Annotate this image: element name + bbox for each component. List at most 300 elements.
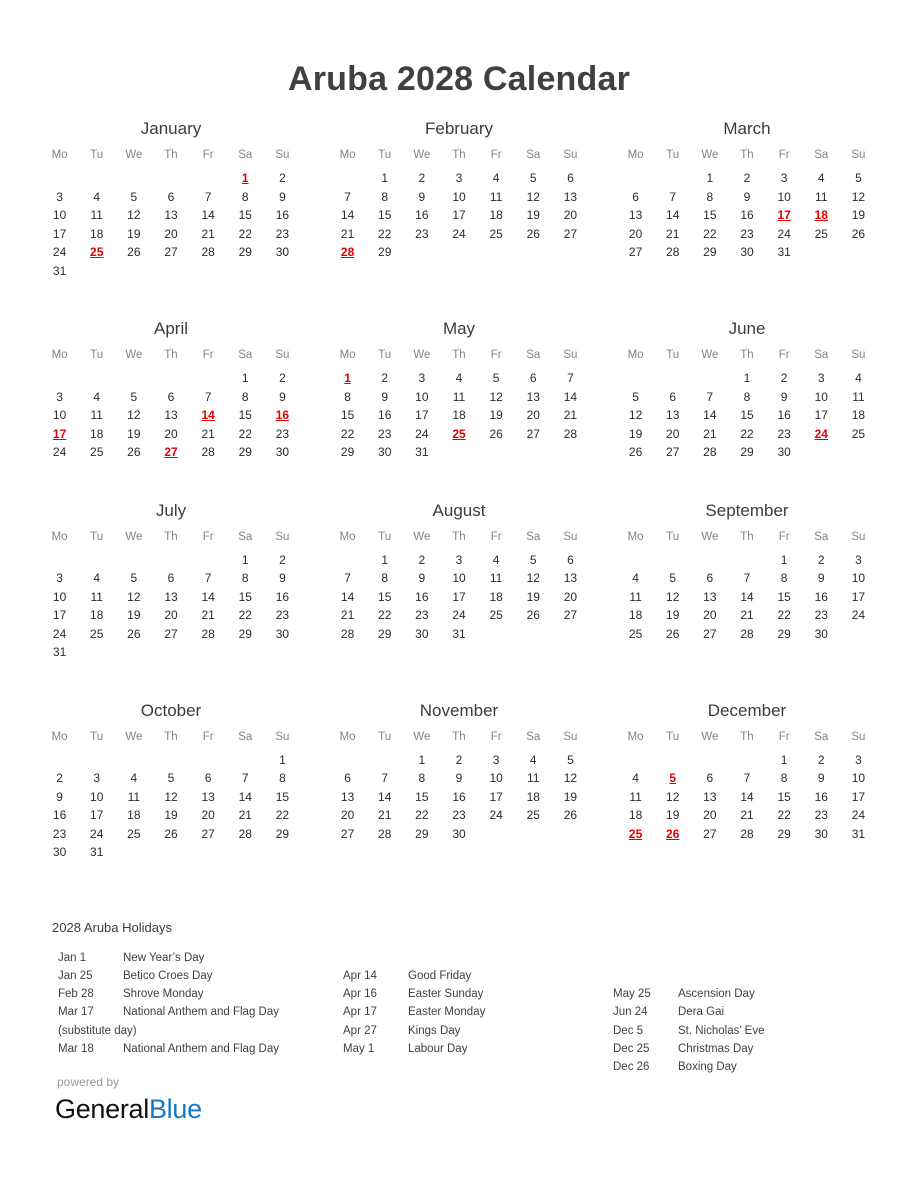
day-cell[interactable]: 23 — [275, 426, 290, 441]
day-cell[interactable]: 19 — [489, 408, 503, 423]
day-cell[interactable]: 27 — [340, 826, 355, 841]
day-cell[interactable]: 18 — [526, 789, 540, 804]
day-cell[interactable]: 4 — [492, 171, 500, 186]
day-cell[interactable]: 18 — [489, 208, 503, 223]
day-cell[interactable]: 27 — [164, 245, 178, 260]
day-cell[interactable]: 25 — [489, 608, 503, 623]
day-cell[interactable]: 5 — [529, 552, 537, 567]
day-cell[interactable]: 12 — [164, 789, 178, 804]
day-cell[interactable]: 24 — [52, 245, 67, 260]
day-cell-holiday[interactable]: 28 — [340, 245, 355, 260]
day-cell[interactable]: 14 — [201, 208, 215, 223]
day-cell[interactable]: 29 — [740, 445, 754, 460]
day-cell[interactable]: 8 — [780, 771, 788, 786]
day-cell[interactable]: 12 — [666, 589, 680, 604]
day-cell[interactable]: 28 — [378, 826, 392, 841]
day-cell[interactable]: 10 — [90, 789, 104, 804]
day-cell[interactable]: 18 — [452, 408, 466, 423]
day-cell[interactable]: 1 — [241, 552, 249, 567]
day-cell[interactable]: 11 — [629, 589, 642, 604]
day-cell[interactable]: 27 — [703, 626, 717, 641]
day-cell[interactable]: 24 — [851, 808, 866, 823]
day-cell[interactable]: 6 — [204, 771, 212, 786]
day-cell[interactable]: 19 — [127, 426, 141, 441]
day-cell[interactable]: 4 — [455, 371, 463, 386]
day-cell[interactable]: 26 — [526, 226, 540, 241]
day-cell[interactable]: 10 — [777, 189, 791, 204]
day-cell[interactable]: 5 — [632, 389, 639, 404]
day-cell[interactable]: 30 — [52, 845, 67, 860]
day-cell[interactable]: 14 — [563, 389, 578, 404]
day-cell[interactable]: 4 — [93, 571, 101, 586]
day-cell[interactable]: 31 — [415, 445, 429, 460]
day-cell[interactable]: 22 — [238, 426, 252, 441]
day-cell[interactable]: 22 — [777, 608, 791, 623]
day-cell[interactable]: 22 — [415, 808, 429, 823]
day-cell[interactable]: 27 — [628, 245, 643, 260]
day-cell[interactable]: 27 — [164, 626, 178, 641]
day-cell[interactable]: 22 — [238, 608, 252, 623]
day-cell[interactable]: 11 — [629, 789, 642, 804]
day-cell[interactable]: 12 — [127, 589, 141, 604]
day-cell[interactable]: 9 — [817, 571, 825, 586]
day-cell[interactable]: 7 — [706, 389, 714, 404]
day-cell[interactable]: 9 — [780, 389, 788, 404]
day-cell[interactable]: 31 — [452, 626, 466, 641]
day-cell[interactable]: 14 — [378, 789, 392, 804]
day-cell[interactable]: 18 — [489, 589, 503, 604]
day-cell[interactable]: 21 — [740, 608, 754, 623]
day-cell[interactable]: 23 — [777, 426, 791, 441]
day-cell[interactable]: 6 — [529, 371, 537, 386]
day-cell[interactable]: 15 — [415, 789, 429, 804]
day-cell[interactable]: 16 — [777, 408, 791, 423]
day-cell[interactable]: 7 — [344, 571, 351, 586]
day-cell[interactable]: 22 — [378, 608, 392, 623]
day-cell[interactable]: 1 — [279, 752, 286, 767]
day-cell[interactable]: 28 — [201, 626, 215, 641]
day-cell[interactable]: 13 — [563, 571, 578, 586]
day-cell[interactable]: 28 — [238, 826, 252, 841]
day-cell[interactable]: 21 — [703, 426, 717, 441]
day-cell-holiday[interactable]: 17 — [777, 208, 791, 223]
day-cell[interactable]: 8 — [381, 189, 389, 204]
day-cell[interactable]: 25 — [628, 626, 643, 641]
day-cell[interactable]: 20 — [340, 808, 355, 823]
day-cell[interactable]: 6 — [706, 771, 714, 786]
day-cell[interactable]: 3 — [492, 752, 500, 767]
day-cell-holiday[interactable]: 16 — [275, 408, 290, 423]
day-cell[interactable]: 17 — [452, 208, 466, 223]
day-cell[interactable]: 20 — [563, 208, 578, 223]
day-cell[interactable]: 3 — [455, 552, 463, 567]
day-cell[interactable]: 23 — [814, 608, 828, 623]
day-cell[interactable]: 16 — [415, 589, 429, 604]
day-cell[interactable]: 25 — [851, 426, 866, 441]
day-cell[interactable]: 14 — [703, 408, 717, 423]
day-cell[interactable]: 13 — [703, 589, 717, 604]
day-cell[interactable]: 6 — [344, 771, 351, 786]
day-cell[interactable]: 23 — [378, 426, 392, 441]
day-cell[interactable]: 20 — [164, 426, 178, 441]
day-cell[interactable]: 31 — [777, 245, 791, 260]
day-cell[interactable]: 18 — [90, 608, 104, 623]
day-cell[interactable]: 10 — [489, 771, 503, 786]
day-cell[interactable]: 4 — [817, 171, 825, 186]
day-cell[interactable]: 17 — [814, 408, 828, 423]
day-cell[interactable]: 20 — [628, 226, 643, 241]
day-cell[interactable]: 22 — [703, 226, 717, 241]
day-cell[interactable]: 8 — [279, 771, 286, 786]
day-cell[interactable]: 30 — [275, 445, 290, 460]
day-cell[interactable]: 24 — [52, 445, 67, 460]
day-cell[interactable]: 29 — [238, 626, 252, 641]
day-cell[interactable]: 13 — [164, 408, 178, 423]
day-cell[interactable]: 9 — [743, 189, 751, 204]
day-cell[interactable]: 11 — [489, 189, 503, 204]
day-cell[interactable]: 1 — [743, 371, 751, 386]
day-cell[interactable]: 17 — [452, 589, 466, 604]
day-cell[interactable]: 27 — [201, 826, 215, 841]
day-cell-holiday[interactable]: 26 — [666, 826, 680, 841]
day-cell[interactable]: 18 — [628, 808, 643, 823]
day-cell[interactable]: 21 — [740, 808, 754, 823]
day-cell[interactable]: 3 — [855, 552, 862, 567]
day-cell[interactable]: 21 — [563, 408, 578, 423]
day-cell[interactable]: 3 — [855, 752, 862, 767]
day-cell[interactable]: 17 — [52, 226, 67, 241]
day-cell[interactable]: 2 — [418, 552, 426, 567]
day-cell[interactable]: 3 — [817, 371, 825, 386]
day-cell[interactable]: 24 — [452, 608, 466, 623]
day-cell[interactable]: 20 — [703, 808, 717, 823]
day-cell[interactable]: 15 — [777, 589, 791, 604]
day-cell[interactable]: 25 — [489, 226, 503, 241]
day-cell-holiday[interactable]: 17 — [52, 426, 67, 441]
day-cell[interactable]: 27 — [563, 226, 578, 241]
day-cell[interactable]: 5 — [855, 171, 862, 186]
day-cell[interactable]: 20 — [164, 226, 178, 241]
day-cell[interactable]: 13 — [164, 589, 178, 604]
day-cell[interactable]: 7 — [381, 771, 389, 786]
day-cell[interactable]: 30 — [378, 445, 392, 460]
day-cell[interactable]: 6 — [167, 571, 175, 586]
day-cell[interactable]: 17 — [52, 608, 67, 623]
day-cell[interactable]: 14 — [666, 208, 680, 223]
day-cell[interactable]: 12 — [851, 189, 866, 204]
day-cell[interactable]: 5 — [567, 752, 574, 767]
day-cell[interactable]: 14 — [340, 208, 355, 223]
day-cell[interactable]: 9 — [279, 389, 286, 404]
day-cell[interactable]: 29 — [378, 245, 392, 260]
day-cell-holiday[interactable]: 1 — [241, 171, 249, 186]
day-cell[interactable]: 13 — [340, 789, 355, 804]
day-cell[interactable]: 14 — [201, 589, 215, 604]
day-cell[interactable]: 13 — [703, 789, 717, 804]
day-cell[interactable]: 28 — [563, 426, 578, 441]
day-cell[interactable]: 16 — [275, 208, 290, 223]
day-cell[interactable]: 9 — [56, 789, 63, 804]
day-cell[interactable]: 24 — [52, 626, 67, 641]
day-cell[interactable]: 15 — [740, 408, 754, 423]
day-cell[interactable]: 19 — [526, 208, 540, 223]
day-cell[interactable]: 25 — [90, 445, 104, 460]
day-cell[interactable]: 27 — [666, 445, 680, 460]
day-cell[interactable]: 28 — [666, 245, 680, 260]
day-cell[interactable]: 12 — [489, 389, 503, 404]
day-cell[interactable]: 13 — [563, 189, 578, 204]
day-cell[interactable]: 16 — [814, 589, 828, 604]
day-cell[interactable]: 30 — [415, 626, 429, 641]
day-cell[interactable]: 7 — [241, 771, 249, 786]
day-cell[interactable]: 25 — [127, 826, 141, 841]
day-cell[interactable]: 6 — [567, 552, 574, 567]
day-cell[interactable]: 2 — [381, 371, 389, 386]
day-cell[interactable]: 15 — [275, 789, 290, 804]
day-cell[interactable]: 26 — [489, 426, 503, 441]
day-cell[interactable]: 20 — [666, 426, 680, 441]
day-cell[interactable]: 7 — [743, 771, 751, 786]
day-cell[interactable]: 15 — [703, 208, 717, 223]
day-cell[interactable]: 28 — [740, 826, 754, 841]
day-cell[interactable]: 11 — [489, 571, 503, 586]
day-cell[interactable]: 28 — [740, 626, 754, 641]
day-cell[interactable]: 7 — [204, 189, 212, 204]
day-cell[interactable]: 28 — [340, 626, 355, 641]
day-cell[interactable]: 24 — [415, 426, 429, 441]
day-cell[interactable]: 23 — [814, 808, 828, 823]
day-cell[interactable]: 26 — [666, 626, 680, 641]
day-cell[interactable]: 16 — [275, 589, 290, 604]
day-cell-holiday[interactable]: 1 — [344, 371, 351, 386]
day-cell[interactable]: 24 — [452, 226, 466, 241]
day-cell[interactable]: 12 — [127, 208, 141, 223]
day-cell[interactable]: 1 — [780, 552, 788, 567]
day-cell[interactable]: 22 — [340, 426, 355, 441]
day-cell[interactable]: 19 — [628, 426, 643, 441]
day-cell[interactable]: 12 — [127, 408, 141, 423]
day-cell[interactable]: 3 — [780, 171, 788, 186]
day-cell[interactable]: 4 — [93, 389, 101, 404]
day-cell[interactable]: 4 — [632, 771, 639, 786]
day-cell[interactable]: 12 — [526, 189, 540, 204]
day-cell[interactable]: 11 — [815, 189, 828, 204]
day-cell[interactable]: 21 — [201, 426, 215, 441]
day-cell[interactable]: 3 — [56, 189, 63, 204]
day-cell[interactable]: 5 — [669, 571, 677, 586]
day-cell[interactable]: 16 — [415, 208, 429, 223]
day-cell[interactable]: 21 — [238, 808, 252, 823]
day-cell[interactable]: 17 — [489, 789, 503, 804]
day-cell[interactable]: 31 — [52, 645, 67, 660]
day-cell[interactable]: 10 — [851, 571, 866, 586]
day-cell[interactable]: 15 — [378, 208, 392, 223]
day-cell[interactable]: 15 — [238, 589, 252, 604]
day-cell[interactable]: 19 — [666, 608, 680, 623]
day-cell-holiday[interactable]: 18 — [814, 208, 828, 223]
day-cell[interactable]: 5 — [130, 389, 138, 404]
day-cell[interactable]: 4 — [492, 552, 500, 567]
day-cell[interactable]: 24 — [90, 826, 104, 841]
day-cell[interactable]: 2 — [279, 552, 286, 567]
day-cell[interactable]: 22 — [740, 426, 754, 441]
day-cell[interactable]: 23 — [452, 808, 466, 823]
day-cell[interactable]: 9 — [279, 571, 286, 586]
day-cell[interactable]: 22 — [275, 808, 290, 823]
day-cell[interactable]: 23 — [52, 826, 67, 841]
day-cell[interactable]: 12 — [563, 771, 578, 786]
day-cell[interactable]: 24 — [777, 226, 791, 241]
day-cell[interactable]: 21 — [201, 608, 215, 623]
day-cell[interactable]: 15 — [378, 589, 392, 604]
day-cell[interactable]: 19 — [127, 608, 141, 623]
day-cell[interactable]: 8 — [241, 571, 249, 586]
day-cell[interactable]: 30 — [275, 245, 290, 260]
day-cell[interactable]: 26 — [127, 626, 141, 641]
day-cell[interactable]: 11 — [127, 789, 141, 804]
day-cell[interactable]: 26 — [127, 445, 141, 460]
day-cell[interactable]: 6 — [167, 389, 175, 404]
day-cell[interactable]: 19 — [127, 226, 141, 241]
day-cell[interactable]: 29 — [340, 445, 355, 460]
day-cell[interactable]: 1 — [381, 552, 389, 567]
day-cell[interactable]: 16 — [452, 789, 466, 804]
day-cell[interactable]: 20 — [526, 408, 540, 423]
day-cell[interactable]: 23 — [415, 608, 429, 623]
day-cell[interactable]: 19 — [164, 808, 178, 823]
day-cell[interactable]: 8 — [241, 389, 249, 404]
day-cell[interactable]: 17 — [851, 789, 866, 804]
day-cell[interactable]: 5 — [529, 171, 537, 186]
day-cell-holiday[interactable]: 27 — [164, 445, 178, 460]
day-cell[interactable]: 2 — [817, 752, 825, 767]
day-cell[interactable]: 18 — [851, 408, 866, 423]
day-cell[interactable]: 10 — [851, 771, 866, 786]
day-cell[interactable]: 12 — [666, 789, 680, 804]
day-cell[interactable]: 18 — [90, 426, 104, 441]
day-cell[interactable]: 22 — [238, 226, 252, 241]
day-cell[interactable]: 22 — [378, 226, 392, 241]
day-cell[interactable]: 12 — [628, 408, 643, 423]
day-cell-holiday[interactable]: 14 — [201, 408, 215, 423]
day-cell[interactable]: 7 — [669, 189, 677, 204]
day-cell[interactable]: 21 — [378, 808, 392, 823]
day-cell[interactable]: 9 — [279, 189, 286, 204]
day-cell[interactable]: 30 — [275, 626, 290, 641]
day-cell[interactable]: 9 — [455, 771, 463, 786]
day-cell[interactable]: 18 — [90, 226, 104, 241]
day-cell[interactable]: 14 — [740, 789, 754, 804]
day-cell[interactable]: 21 — [201, 226, 215, 241]
day-cell[interactable]: 23 — [275, 608, 290, 623]
day-cell[interactable]: 20 — [563, 589, 578, 604]
day-cell[interactable]: 29 — [238, 245, 252, 260]
day-cell[interactable]: 25 — [526, 808, 540, 823]
day-cell[interactable]: 13 — [164, 208, 178, 223]
day-cell[interactable]: 25 — [90, 626, 104, 641]
day-cell[interactable]: 13 — [201, 789, 215, 804]
day-cell[interactable]: 11 — [527, 771, 540, 786]
day-cell[interactable]: 3 — [56, 389, 63, 404]
day-cell[interactable]: 3 — [455, 171, 463, 186]
day-cell[interactable]: 10 — [52, 408, 67, 423]
day-cell[interactable]: 11 — [90, 208, 103, 223]
day-cell[interactable]: 2 — [279, 371, 286, 386]
day-cell[interactable]: 8 — [344, 389, 351, 404]
day-cell[interactable]: 2 — [780, 371, 788, 386]
day-cell[interactable]: 1 — [381, 171, 389, 186]
day-cell[interactable]: 6 — [632, 189, 639, 204]
day-cell-holiday[interactable]: 25 — [90, 245, 104, 260]
day-cell[interactable]: 14 — [238, 789, 252, 804]
day-cell[interactable]: 1 — [241, 371, 249, 386]
day-cell[interactable]: 19 — [526, 589, 540, 604]
day-cell[interactable]: 30 — [777, 445, 791, 460]
day-cell[interactable]: 7 — [204, 389, 212, 404]
day-cell[interactable]: 7 — [204, 571, 212, 586]
day-cell[interactable]: 26 — [526, 608, 540, 623]
day-cell[interactable]: 4 — [855, 371, 862, 386]
day-cell[interactable]: 28 — [703, 445, 717, 460]
day-cell[interactable]: 6 — [706, 571, 714, 586]
day-cell[interactable]: 6 — [567, 171, 574, 186]
day-cell[interactable]: 8 — [780, 571, 788, 586]
day-cell[interactable]: 28 — [201, 445, 215, 460]
day-cell[interactable]: 28 — [201, 245, 215, 260]
day-cell[interactable]: 2 — [817, 552, 825, 567]
day-cell[interactable]: 9 — [381, 389, 389, 404]
day-cell[interactable]: 2 — [743, 171, 751, 186]
day-cell[interactable]: 7 — [344, 189, 351, 204]
day-cell[interactable]: 13 — [526, 389, 540, 404]
day-cell[interactable]: 20 — [164, 608, 178, 623]
day-cell[interactable]: 13 — [666, 408, 680, 423]
day-cell[interactable]: 16 — [740, 208, 754, 223]
day-cell[interactable]: 24 — [851, 608, 866, 623]
day-cell[interactable]: 18 — [628, 608, 643, 623]
day-cell[interactable]: 10 — [814, 389, 828, 404]
day-cell[interactable]: 9 — [817, 771, 825, 786]
day-cell[interactable]: 22 — [777, 808, 791, 823]
day-cell[interactable]: 29 — [275, 826, 290, 841]
day-cell[interactable]: 5 — [130, 571, 138, 586]
day-cell[interactable]: 14 — [340, 589, 355, 604]
day-cell[interactable]: 8 — [706, 189, 714, 204]
day-cell[interactable]: 19 — [666, 808, 680, 823]
day-cell[interactable]: 15 — [238, 408, 252, 423]
day-cell[interactable]: 27 — [526, 426, 540, 441]
day-cell[interactable]: 2 — [56, 771, 63, 786]
day-cell[interactable]: 30 — [452, 826, 466, 841]
day-cell[interactable]: 1 — [780, 752, 788, 767]
day-cell[interactable]: 26 — [127, 245, 141, 260]
day-cell[interactable]: 31 — [52, 263, 67, 278]
day-cell[interactable]: 16 — [814, 789, 828, 804]
day-cell[interactable]: 11 — [452, 389, 466, 404]
day-cell-holiday[interactable]: 25 — [628, 826, 643, 841]
day-cell[interactable]: 11 — [852, 389, 865, 404]
day-cell[interactable]: 26 — [851, 226, 866, 241]
day-cell[interactable]: 7 — [567, 371, 574, 386]
day-cell[interactable]: 26 — [563, 808, 578, 823]
day-cell[interactable]: 23 — [415, 226, 429, 241]
day-cell[interactable]: 10 — [52, 208, 67, 223]
day-cell[interactable]: 1 — [418, 752, 426, 767]
day-cell[interactable]: 30 — [740, 245, 754, 260]
day-cell[interactable]: 2 — [279, 171, 286, 186]
day-cell[interactable]: 9 — [418, 189, 426, 204]
day-cell[interactable]: 16 — [378, 408, 392, 423]
